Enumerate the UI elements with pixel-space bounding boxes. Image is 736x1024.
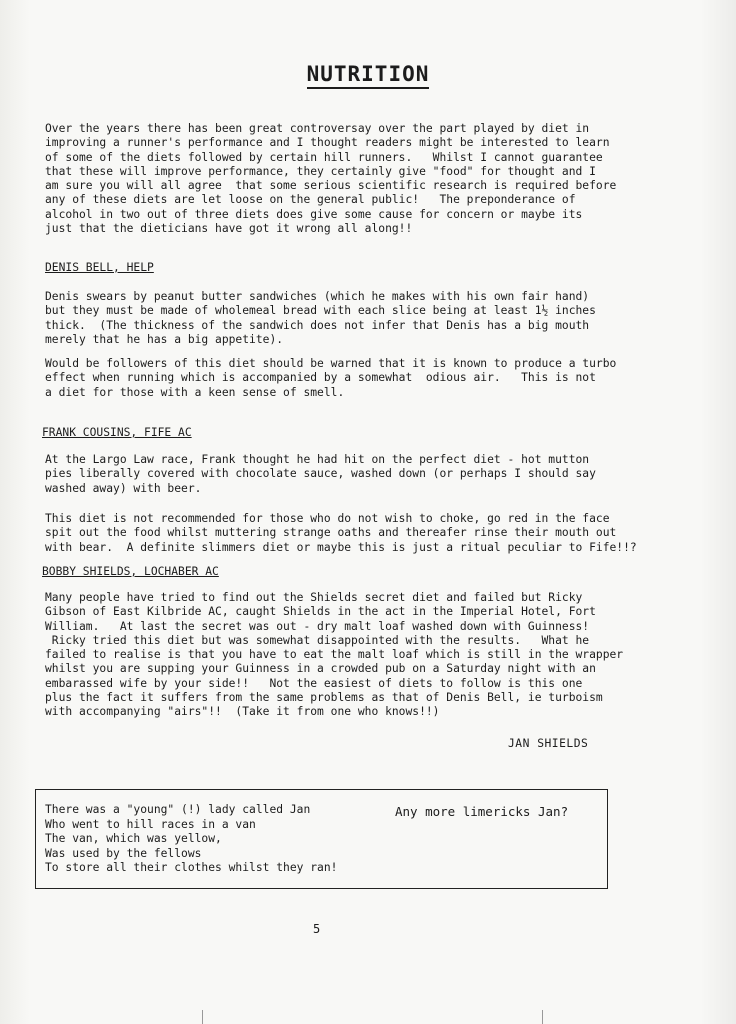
denis-bell-paragraph-2: Would be followers of this diet should be warned that it is known to produce a turbo effect when running which is accompanied by a somewhat odious air. This is not a diet for those with a keen sense of smell. bbox=[45, 357, 617, 399]
frank-cousins-paragraph-2: This diet is not recommended for those who do not wish to choke, go red in the face spit out the food whilst muttering strange oaths and thereafer rinse their mouth out with bear. A definite slimmers diet or maybe this is just a ritual peculiar to Fife!!? bbox=[45, 512, 637, 554]
author-signature: JAN SHIELDS bbox=[508, 737, 589, 750]
section-heading-frank-cousins: FRANK COUSINS, FIFE AC bbox=[42, 426, 192, 439]
page-title: NUTRITION bbox=[0, 62, 736, 86]
limerick-aside: Any more limericks Jan? bbox=[395, 804, 569, 819]
page-number: 5 bbox=[313, 922, 321, 936]
bobby-shields-paragraph: Many people have tried to find out the Shields secret diet and failed but Ricky Gibson of East Kilbride AC, caught Shields in the act in the Imperial Hotel, Fort William. At last the secret was out - dry malt loaf washed down with Guinness! Ricky tried this diet but was somewhat disappointed with the results. What he failed to realise is that you have to eat the malt loaf which is still in the wrapper whilst you are supping your Guinness in a crowded pub on a Saturday night with an embarassed wife by your side!! Not the easiest of diets to follow is this one plus the fact it suffers from the same problems as that of Denis Bell, ie turboism with accompanying "airs"!! (Take it from one who knows!!) bbox=[45, 591, 624, 719]
limerick-text: There was a "young" (!) lady called Jan Who went to hill races in a van The van, which was yellow, Was used by the fellows To store all their clothes whilst they ran! bbox=[45, 803, 338, 874]
intro-paragraph: Over the years there has been great controversay over the part played by diet in improving a runner's performance and I thought readers might be interested to learn of some of the diets followed by certain hill runners. Whilst I cannot guarantee that these will improve performance, they certainly give "food" for thought and I am sure you will all agree that some serious scientific research is required before any of these diets are let loose on the general public! The preponderance of alcohol in two out of three diets does give some cause for concern or maybe its just that the dieticians have got it wrong all along!! bbox=[45, 122, 617, 236]
staple-mark-left bbox=[202, 1010, 203, 1024]
frank-cousins-paragraph-1: At the Largo Law race, Frank thought he had hit on the perfect diet - hot mutton pies liberally covered with chocolate sauce, washed down (or perhaps I should say washed away) with beer. bbox=[45, 453, 596, 495]
denis-bell-paragraph-1: Denis swears by peanut butter sandwiches (which he makes with his own fair hand) but they must be made of wholemeal bread with each slice being at least 1½ inches thick. (The thickness of the sandwich does not infer that Denis has a big mouth merely that he has a big appetite). bbox=[45, 290, 596, 346]
section-heading-bobby-shields: BOBBY SHIELDS, LOCHABER AC bbox=[42, 565, 219, 578]
staple-mark-right bbox=[542, 1010, 543, 1024]
section-heading-denis-bell: DENIS BELL, HELP bbox=[45, 261, 154, 274]
